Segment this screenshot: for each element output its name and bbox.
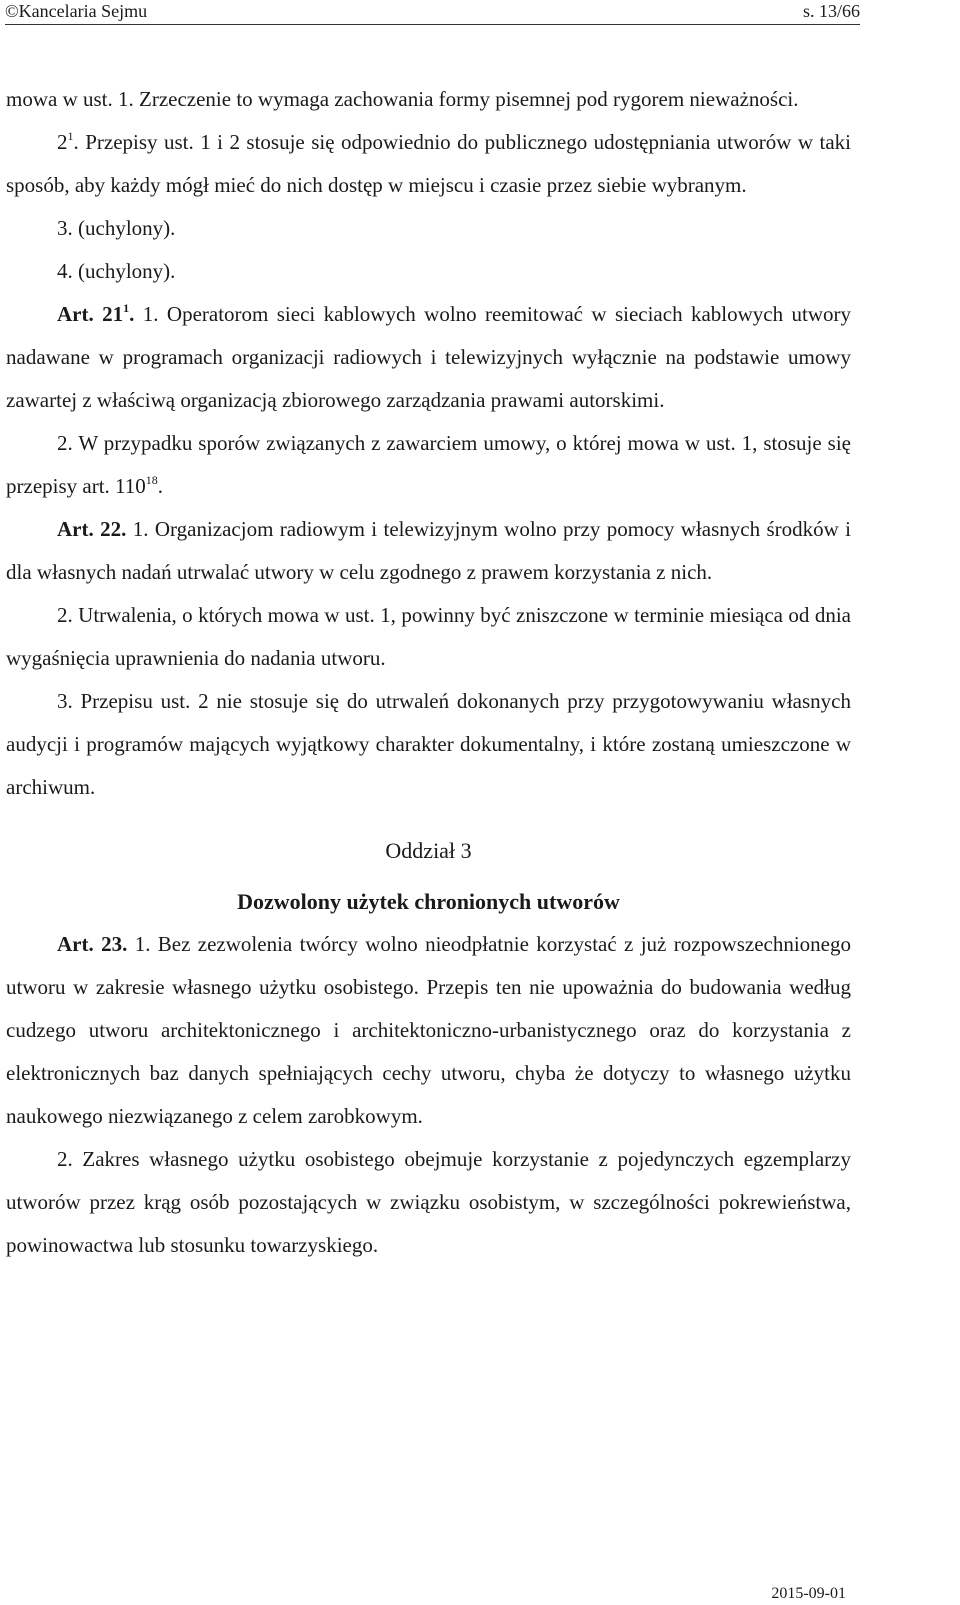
article-22: Art. 22. 1. Organizacjom radiowym i telewizyjnym wolno przy pomocy własnych środków i dla własnych nadań utrwalać utwory w celu zgodnego z prawem korzystania z nich. — [6, 517, 851, 584]
paragraph: 3. Przepisu ust. 2 nie stosuje się do utrwaleń dokonanych przy przygotowywaniu własnych audycji i programów mających wyjątkowy charakter dokumentalny, i które zostaną umieszczone w archiwum. — [6, 689, 851, 799]
article-21: Art. $21^1$. 1. Operatorom sieci kablowych wolno reemitować w sieciach kablowych utwory nadawane w programach organizacji radiowych i telewizyjnych wyłącznie na podstawie umowy zawartej z właściwą organizacją zbiorowego zarządzania prawami autorskimi. — [6, 301, 851, 412]
header-page-number: s. 13/66 — [802, 1, 860, 21]
footer-date: 2015-09-01 — [771, 1585, 846, 1602]
paragraph: mowa w ust. 1. Zrzeczenie to wymaga zachowania formy pisemnej pod rygorem nieważności. — [6, 87, 799, 111]
page-header — [5, 0, 860, 25]
paragraph: 2. Zakres własnego użytku osobistego obejmuje korzystanie z pojedynczych egzemplarzy utworów przez krąg osób pozostających w związku osobistym, w szczególności pokrewieństwa, powinowactwa lub stosunku towarzyskiego. — [6, 1147, 851, 1257]
section-heading: Oddział 3 — [385, 838, 472, 863]
paragraph: 4. (uchylony). — [57, 259, 176, 283]
paragraph: 2. Utrwalenia, o których mowa w ust. 1, powinny być zniszczone w terminie miesiąca od dnia wygaśnięcia uprawnienia do nadania utworu. — [6, 603, 851, 670]
paragraph: 2. W przypadku sporów związanych z zawarciem umowy, o której mowa w ust. 1, stosuje się przepisy art. $110^{18}$. — [6, 431, 851, 498]
paragraph: $2^1$. Przepisy ust. 1 i 2 stosuje się odpowiednio do publicznego udostępniania utworów w taki sposób, aby każdy mógł mieć do nich dostęp w miejscu i czasie przez siebie wybranym. — [6, 129, 851, 197]
paragraph: 3. (uchylony). — [57, 216, 176, 240]
header-copyright: ©Kancelaria Sejmu — [5, 1, 148, 21]
document-body — [6, 78, 851, 1267]
section-title: Dozwolony użytek chronionych utworów — [237, 889, 620, 914]
article-23: Art. 23. 1. Bez zezwolenia twórcy wolno nieodpłatnie korzystać z już rozpowszechnionego utworu w zakresie własnego użytku osobistego. Przepis ten nie upoważnia do budowania według cudzego utworu architektonicznego i architektoniczno-urbanistycznego oraz do korzystania z elektronicznych baz danych spełniających cechy utworu, chyba że dotyczy to własnego użytku naukowego niezwiązanego z celem zarobkowym. — [6, 932, 851, 1128]
